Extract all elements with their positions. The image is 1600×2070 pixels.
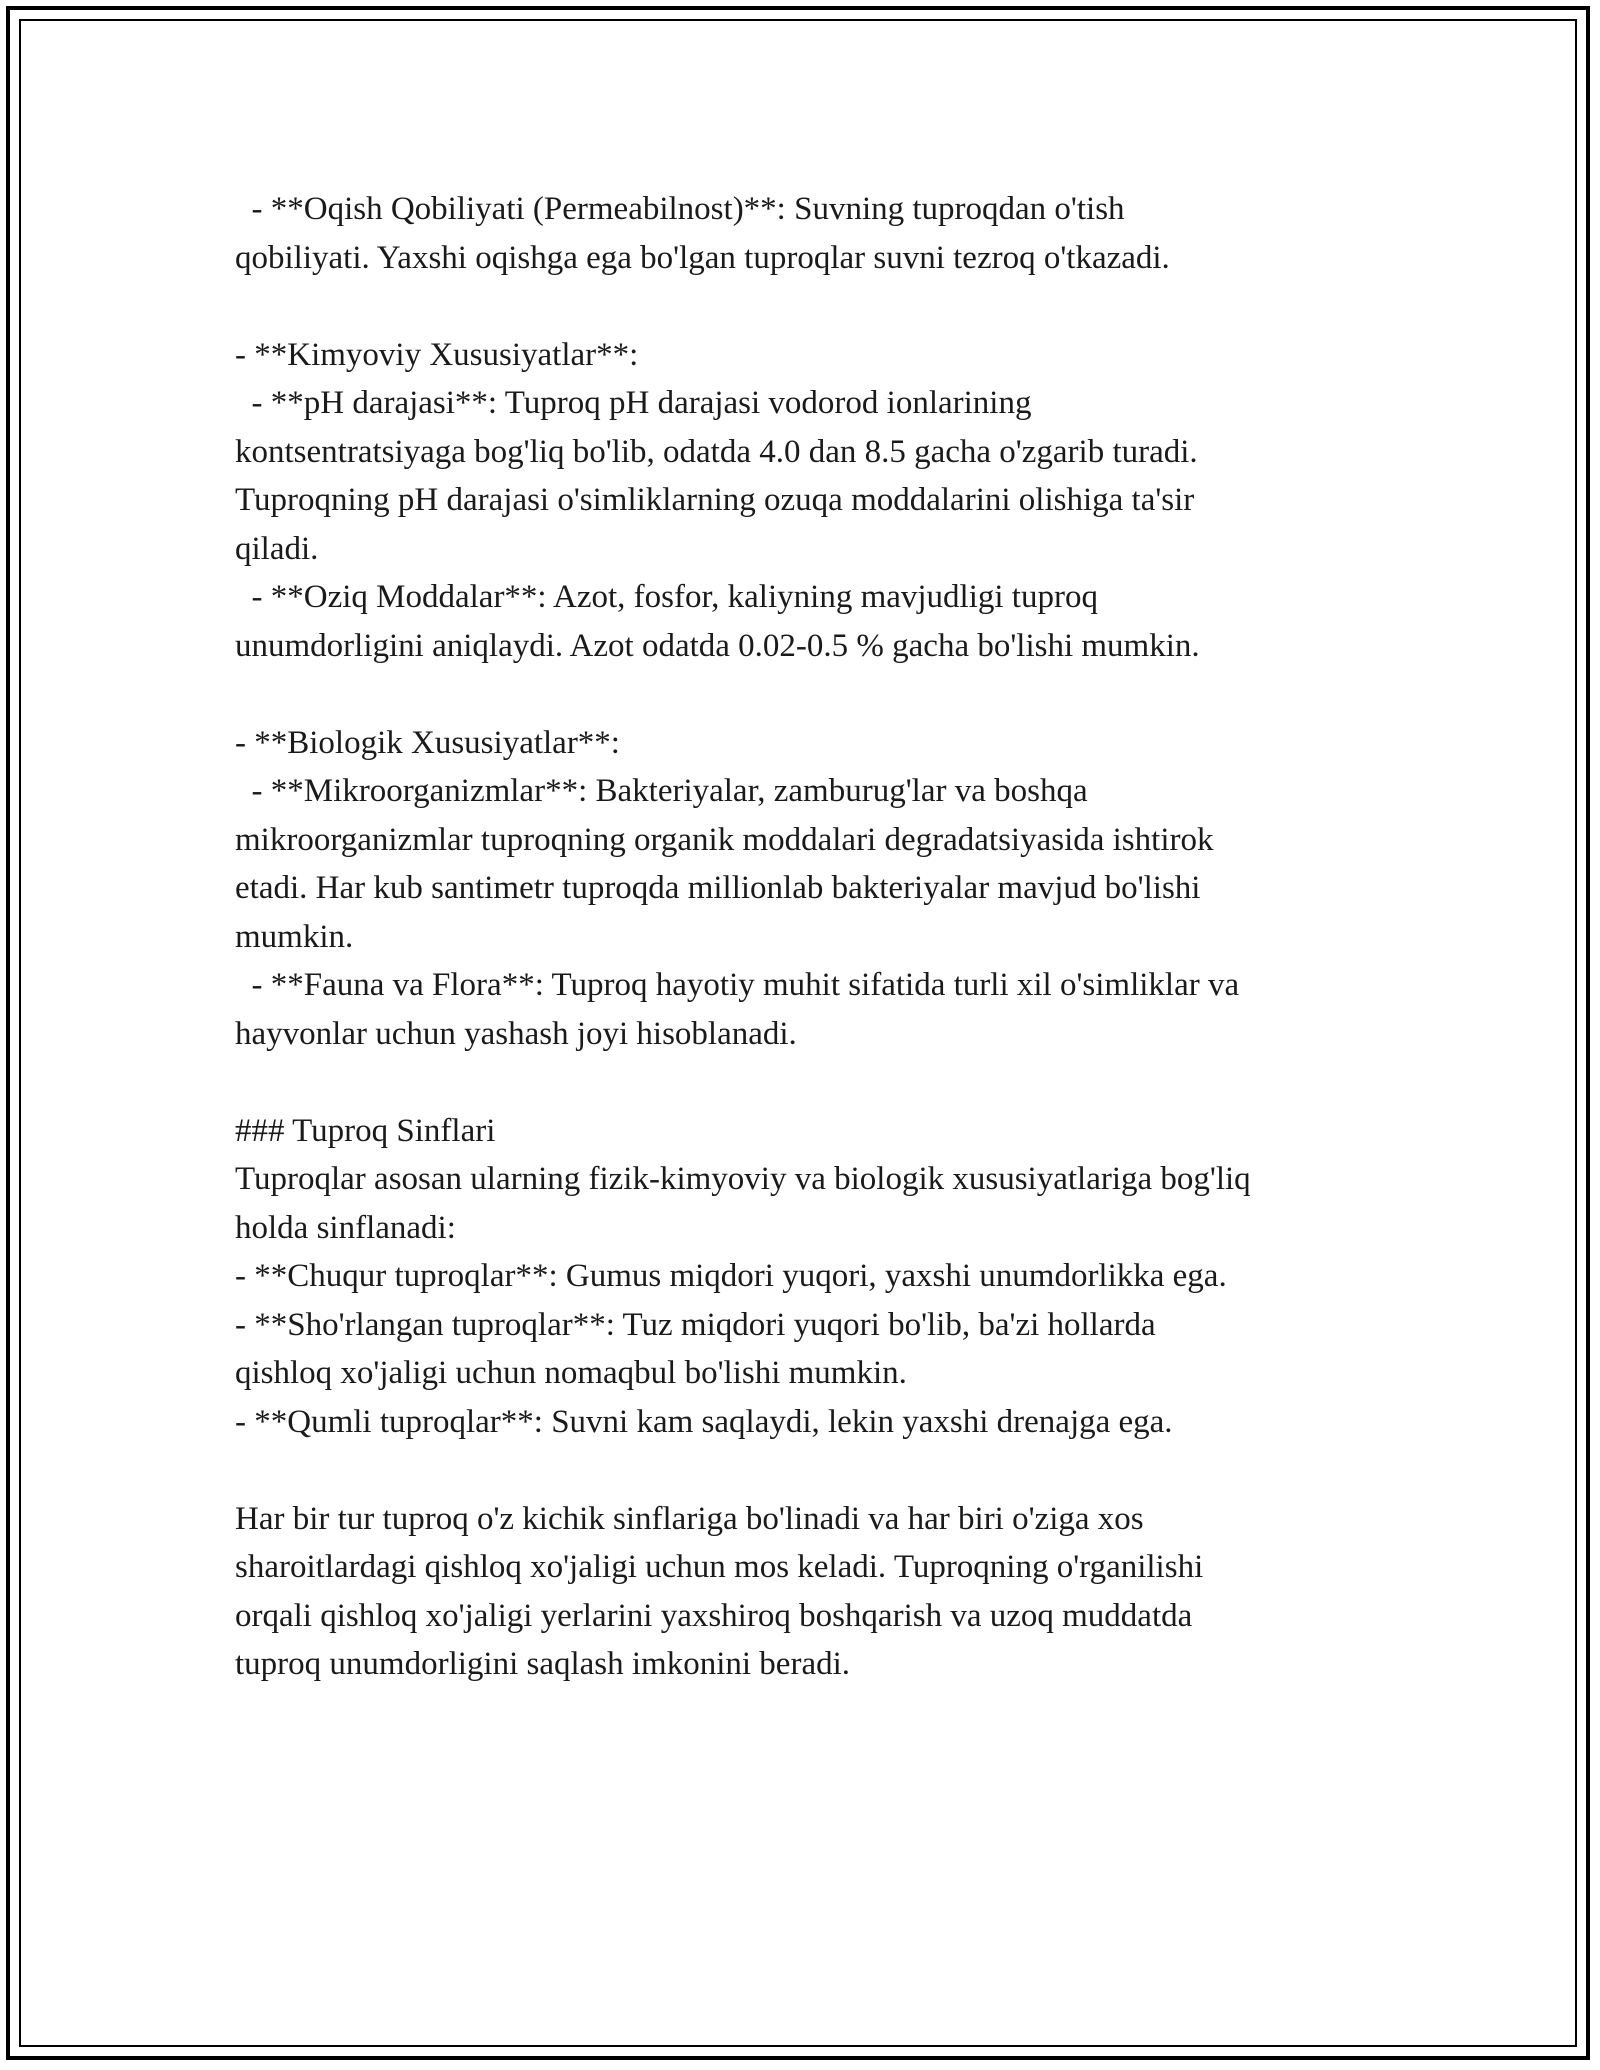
text-line: tuproq unumdorligini saqlash imkonini beradi. <box>235 1646 851 1682</box>
text-line: - **Sho'rlangan tuproqlar**: Tuz miqdori yuqori bo'lib, ba'zi hollarda <box>235 1306 1156 1343</box>
section-heading-kimyoviy: - **Kimyoviy Xususiyatlar**: <box>235 336 639 373</box>
blank-line <box>235 670 1385 719</box>
text-line: - **pH darajasi**: Tuproq pH darajasi vodorod ionlarining <box>235 385 1032 421</box>
blank-line <box>235 1058 1385 1107</box>
text-line: orqali qishloq xo'jaligi yerlarini yaxshiroq boshqarish va uzoq muddatda <box>235 1597 1193 1634</box>
text-line: etadi. Har kub santimetr tuproqda millionlab bakteriyalar mavjud bo'lishi <box>235 870 1201 906</box>
section-heading-tuproq-sinflari: ### Tuproq Sinflari <box>235 1112 496 1149</box>
text-line: unumdorligini aniqlaydi. Azot odatda 0.02-0.5 % gacha bo'lishi mumkin. <box>235 627 1200 664</box>
text-line: Har bir tur tuproq o'z kichik sinflariga bo'linadi va har biri o'ziga xos <box>235 1500 1144 1537</box>
text-line: Tuproqning pH darajasi o'simliklarning ozuqa moddalarini olishiga ta'sir <box>235 482 1195 518</box>
text-line: - **Oziq Moddalar**: Azot, fosfor, kaliyning mavjudligi tuproq <box>235 579 1098 615</box>
text-line: - **Mikroorganizmlar**: Bakteriyalar, zamburug'lar va boshqa <box>235 773 1088 809</box>
text-line: sharoitlardagi qishloq xo'jaligi uchun mos keladi. Tuproqning o'rganilishi <box>235 1549 1204 1585</box>
text-line: - **Chuqur tuproqlar**: Gumus miqdori yuqori, yaxshi unumdorlikka ega. <box>235 1258 1227 1294</box>
blank-line <box>235 1446 1385 1495</box>
text-line: qobiliyati. Yaxshi oqishga ega bo'lgan tuproqlar suvni tezroq o'tkazadi. <box>235 239 1170 276</box>
text-line: - **Oqish Qobiliyati (Permeabilnost)**: Suvning tuproqdan o'tish <box>235 191 1125 227</box>
text-line: Tuproqlar asosan ularning fizik-kimyoviy va biologik xususiyatlariga bog'liq <box>235 1161 1251 1197</box>
text-line: mikroorganizmlar tuproqning organik moddalari degradatsiyasida ishtirok <box>235 821 1214 858</box>
section-heading-biologik: - **Biologik Xususiyatlar**: <box>235 724 620 761</box>
text-line: qiladi. <box>235 530 319 567</box>
text-line: - **Fauna va Flora**: Tuproq hayotiy muhit sifatida turli xil o'simliklar va <box>235 967 1240 1003</box>
text-line: qishloq xo'jaligi uchun nomaqbul bo'lishi mumkin. <box>235 1355 907 1391</box>
blank-line <box>235 282 1385 331</box>
text-line: - **Qumli tuproqlar**: Suvni kam saqlaydi, lekin yaxshi drenajga ega. <box>235 1403 1173 1440</box>
text-line: holda sinflanadi: <box>235 1209 456 1246</box>
text-line: kontsentratsiyaga bog'liq bo'lib, odatda 4.0 dan 8.5 gacha o'zgarib turadi. <box>235 433 1198 470</box>
text-line: mumkin. <box>235 918 354 955</box>
document-body <box>235 185 1385 1689</box>
text-line: hayvonlar uchun yashash joyi hisoblanadi. <box>235 1015 797 1052</box>
